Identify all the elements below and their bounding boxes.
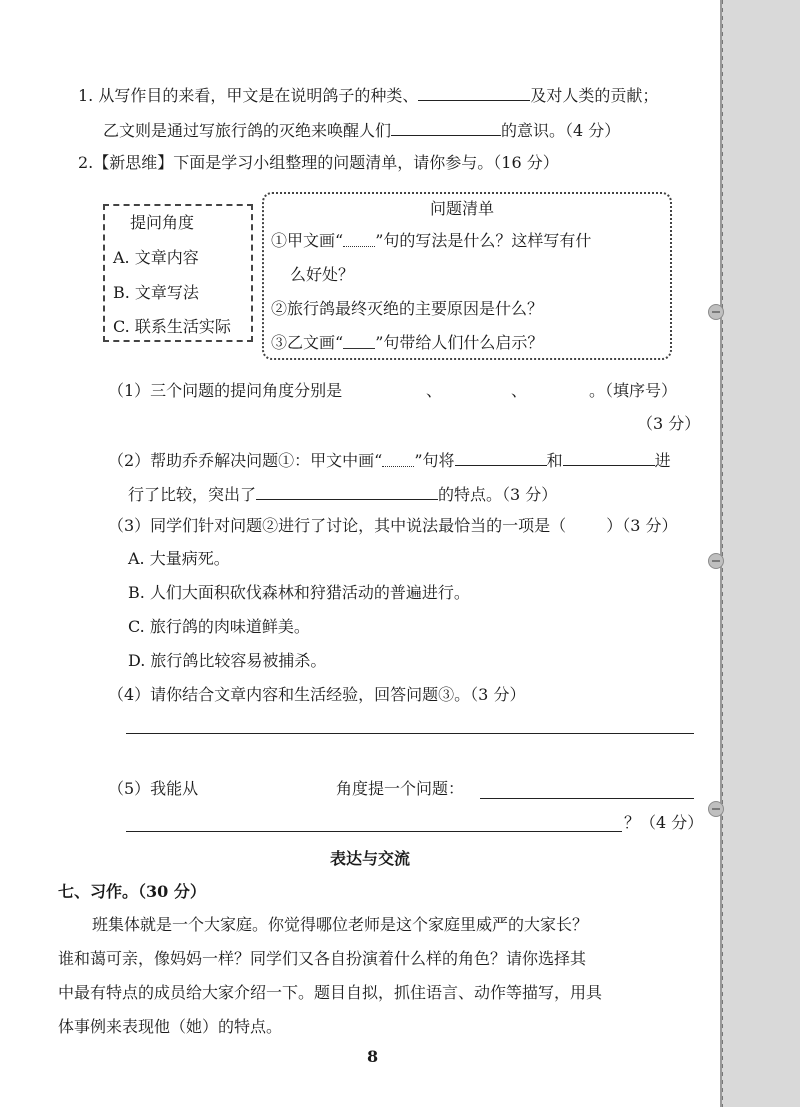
sub1-text: （1）三个问题的提问角度分别是 xyxy=(108,381,343,400)
sub4-answer-line[interactable] xyxy=(126,733,694,734)
sub2-blank-2[interactable] xyxy=(563,447,655,466)
sub5-text-2: 角度提一个问题： xyxy=(336,779,465,798)
question-list-item-3: ③乙文画“ ”句带给人们什么启示？ xyxy=(271,333,544,352)
sub2-line1: （2）帮助乔乔解决问题①：甲文中画“ ”句将 和 进 xyxy=(108,447,671,472)
question-list-item-1-cont: 么好处？ xyxy=(290,265,355,284)
q7-para-line-4: 体事例来表现他（她）的特点。 xyxy=(58,1017,283,1036)
wavy-underline-mark xyxy=(343,234,375,247)
sub1-sep-1: 、 xyxy=(426,381,443,400)
q1-line1: 1. 从写作目的来看，甲文是在说明鸽子的种类、 及对人类的贡献； xyxy=(78,82,658,107)
angle-item-b: B. 文章写法 xyxy=(113,283,199,302)
q7-para-line-1: 班集体就是一个大家庭。你觉得哪位老师是这个家庭里威严的大家长？ xyxy=(92,915,589,934)
sub5-score: ？（4 分） xyxy=(624,813,704,832)
section-heading: 表达与交流 xyxy=(330,849,411,868)
sub2-line2: 行了比较，突出了 的特点。（3 分） xyxy=(128,481,557,506)
sub3-stem: （3）同学们针对问题②进行了讨论，其中说法最恰当的一项是（ ）（3 分） xyxy=(108,516,678,535)
angle-item-a: A. 文章内容 xyxy=(113,248,199,267)
sub1-suffix: 。（填序号） xyxy=(589,381,678,400)
binding-margin xyxy=(720,0,800,1107)
sub3-option-d: D. 旅行鸽比较容易被捕杀。 xyxy=(128,651,327,670)
q1-blank-2[interactable] xyxy=(391,117,501,136)
sub5-answer-line-1[interactable] xyxy=(480,798,694,799)
straight-underline-mark xyxy=(343,336,375,349)
q7-para-line-3: 中最有特点的成员给大家介绍一下。题目自拟，抓住语言、动作等描写，用具 xyxy=(58,983,603,1002)
angle-box-title: 提问角度 xyxy=(130,213,195,232)
margin-perforation xyxy=(722,0,723,1107)
q2-intro: 2.【新思维】下面是学习小组整理的问题清单，请你参与。（16 分） xyxy=(78,153,559,172)
question-list-item-2: ②旅行鸽最终灭绝的主要原因是什么？ xyxy=(271,299,544,318)
q1-line2: 乙文则是通过写旅行鸽的灭绝来唤醒人们 的意识。（4 分） xyxy=(103,117,620,142)
question-list-item-1: ①甲文画“ ”句的写法是什么？这样写有什 xyxy=(271,231,592,250)
angle-item-c: C. 联系生活实际 xyxy=(113,317,231,336)
sub3-option-b: B. 人们大面积砍伐森林和狩猎活动的普遍进行。 xyxy=(128,583,470,602)
wavy-underline-mark xyxy=(382,454,414,467)
q7-title: 七、习作。（30 分） xyxy=(58,882,206,901)
sub4-text: （4）请你结合文章内容和生活经验，回答问题③。（3 分） xyxy=(108,685,526,704)
binding-hole-marker xyxy=(708,801,724,817)
sub1-score: （3 分） xyxy=(637,414,701,433)
sub2-blank-1[interactable] xyxy=(455,447,547,466)
q1-blank-1[interactable] xyxy=(418,82,530,101)
page-number: 8 xyxy=(367,1047,379,1066)
sub3-option-a: A. 大量病死。 xyxy=(128,549,230,568)
binding-hole-marker xyxy=(708,304,724,320)
q7-para-line-2: 谁和蔼可亲，像妈妈一样？同学们又各自扮演着什么样的角色？请你选择其 xyxy=(58,949,587,968)
binding-hole-marker xyxy=(708,553,724,569)
sub5-answer-line-2[interactable] xyxy=(126,831,622,832)
sub1-sep-2: 、 xyxy=(511,381,528,400)
sub2-blank-3[interactable] xyxy=(256,481,438,500)
sub5-text: （5）我能从 xyxy=(108,779,199,798)
question-list-title: 问题清单 xyxy=(430,199,495,218)
sub3-option-c: C. 旅行鸽的肉味道鲜美。 xyxy=(128,617,310,636)
